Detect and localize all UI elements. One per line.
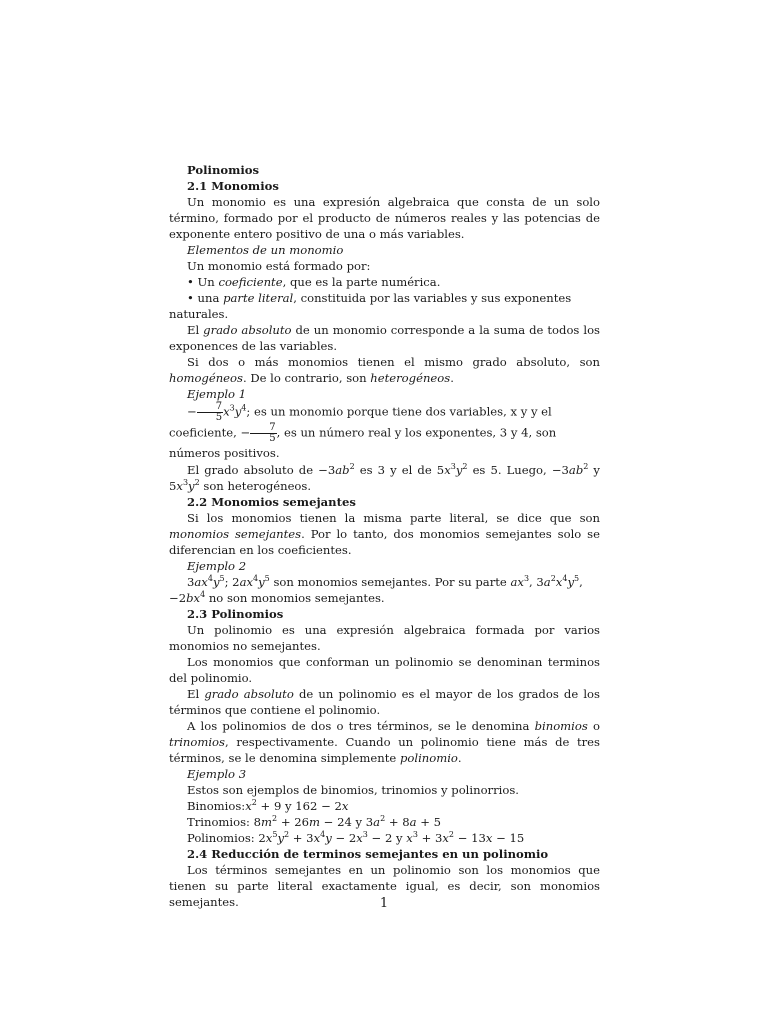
ejemplo-3-intro: Estos son ejemplos de binomios, trinomios y polinorrios.	[187, 783, 519, 797]
fraction-seven-fifths-2: $\frac{7}{5}$	[250, 423, 276, 444]
paragraph-polinomio-def: Un polinomio es una expresión algebraica formada por varios monomios no semejantes.	[169, 623, 600, 653]
ejemplo-binomios: $Binomios:x^2 + 9$ y 162 − 2x	[187, 798, 349, 813]
paragraph-definicion-monomio: Un monomio es una expresión algebraica que consta de un solo término, formado por el producto de números reales y las potencias de exponente entero positivo de una o más variables.	[169, 195, 600, 241]
paragraph-homogeneos: Si dos o más monomios tienen el mismo grado absoluto, son homogéneos. De lo contrario, son heterogéneos.	[169, 355, 600, 385]
heading-monomios: 2.1 Monomios	[187, 179, 279, 193]
heading-reduccion: 2.4 Reducción de terminos semejantes en un polinomio	[187, 847, 549, 861]
document-page	[169, 162, 600, 910]
subheading-elementos: Elementos de un monomio	[187, 243, 344, 257]
paragraph-semejantes: Si los monomios tienen la misma parte literal, se dice que son monomios semejantes. Por lo tanto, dos monomios semejantes solo se diferencian en los coeficientes.	[169, 511, 600, 557]
ejemplo-trinomios: Trinomios: $8m^2 + 26m - 24$ y $3a^2 + 8a + 5$	[187, 814, 442, 829]
ejemplo-2-text: $3ax^4y^5$; $2ax^4y^5$ son monomios semejantes. Por su parte $ax^3$, $3a^2x^4y^5$, $-2bx^4$ no son monomios semejantes.	[169, 574, 583, 605]
bullet-parte-literal: • una parte literal, constituida por las variables y sus exponentes naturales.	[169, 291, 572, 321]
doc-title: Polinomios	[187, 163, 260, 177]
paragraph-grado-ejemplo: El grado absoluto de $-3ab^2$ es 3 y el de $5x^3y^2$ es 5. Luego, $-3ab^2$ y $5x^3y^2$ son heterogéneos.	[169, 462, 600, 493]
page-number: 1	[379, 896, 389, 911]
heading-monomios-semejantes: 2.2 Monomios semejantes	[187, 495, 356, 509]
ejemplo-polinomios: Polinomios: $2x^5y^2 + 3x^4y - 2x^3 - 2$ y $x^3 + 3x^2 - 13x - 15$	[187, 830, 525, 845]
paragraph-binomios-trinomios: A los polinomios de dos o tres términos, se le denomina binomios o trinomios, respectivamente. Cuando un polinomio tiene más de tres términos, se le denomina simplemente polinomio.	[169, 719, 600, 765]
heading-polinomios: 2.3 Polinomios	[187, 607, 284, 621]
paragraph-grado-polinomio: El grado absoluto de un polinomio es el mayor de los grados de los términos que contiene el polinomio.	[169, 687, 600, 717]
paragraph-grado-absoluto: El grado absoluto de un monomio corresponde a la suma de todos los exponences de las variables.	[169, 323, 600, 353]
ejemplo-2-label: Ejemplo 2	[187, 559, 247, 573]
ejemplo-1-text: − $\frac{7}{5}$ $x^3y^4$; es un monomio porque tiene dos variables, x y y el coeficiente, − $\frac{7}{5}$ , es un número real y los exponentes, 3 y 4, son números positivos.	[169, 401, 557, 460]
fraction-seven-fifths: $\frac{7}{5}$	[197, 402, 223, 423]
bullet-coeficiente: • Un coeficiente, que es la parte numérica.	[187, 275, 441, 289]
paragraph-terminos: Los monomios que conforman un polinomio se denominan terminos del polinomio.	[169, 655, 600, 685]
paragraph-formado-por: Un monomio está formado por:	[187, 259, 371, 273]
paragraph-reduccion: Los términos semejantes en un polinomio son los monomios que tienen su parte literal exactamente igual, es decir, son monomios semejantes.	[169, 863, 600, 909]
ejemplo-1-label: Ejemplo 1	[187, 387, 247, 401]
ejemplo-3-label: Ejemplo 3	[187, 767, 247, 781]
